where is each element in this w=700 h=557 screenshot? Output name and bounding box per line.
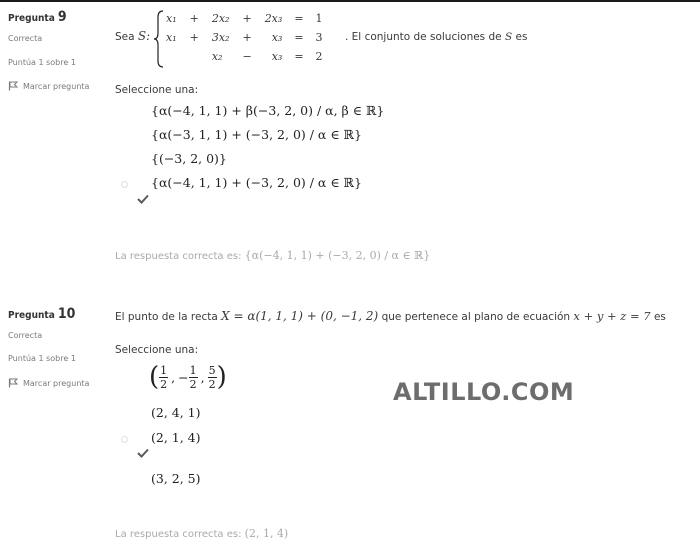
question-10-select-label: Seleccione una:	[115, 344, 199, 356]
fraction: $\frac{1}{2}$	[189, 363, 197, 391]
equation-row	[163, 9, 326, 28]
q9-option-2[interactable]: {α(−3, 1, 1) + (−3, 2, 0) / α ∈ ℝ}	[151, 127, 362, 142]
question-10-score: Puntúa 1 sobre 1	[8, 354, 76, 363]
q10-option-3-radio[interactable]	[121, 436, 128, 443]
question-prefix-text: Sea	[115, 31, 135, 43]
constant: 1	[315, 12, 323, 25]
constant: 2	[315, 50, 323, 63]
question-10-flag-link[interactable]	[8, 378, 89, 388]
operator: +	[189, 31, 199, 44]
suffix-end: es	[515, 31, 528, 43]
question-10-status: Correcta	[8, 331, 43, 340]
question-10-correct-answer	[115, 527, 288, 540]
term: x₁	[166, 12, 177, 25]
term: x₁	[166, 31, 177, 44]
term: x₂	[211, 50, 223, 63]
question-label: Pregunta	[8, 13, 55, 24]
q9-option-3[interactable]: {(−3, 2, 0)}	[151, 151, 227, 166]
flag-icon	[8, 81, 18, 91]
answer-label: La respuesta correcta es:	[115, 529, 242, 540]
set-name: S:	[137, 29, 151, 43]
equation-system	[163, 9, 326, 66]
flag-label: Marcar pregunta	[23, 378, 90, 388]
text-b: que pertenece al plano de ecuación	[381, 311, 571, 323]
question-9-prefix	[115, 29, 150, 43]
question-9-status: Correcta	[8, 34, 43, 43]
suffix-var: S	[504, 31, 513, 43]
operator: −	[242, 50, 252, 63]
answer-label: La respuesta correcta es:	[115, 251, 242, 262]
equals: =	[294, 31, 304, 44]
question-10-text	[115, 309, 666, 323]
question-9-correct-answer	[115, 249, 430, 262]
q10-option-1[interactable]: ( $\frac{1}{2}$ , − $\frac{1}{2}$ , $\frac{5}{2}$ )	[149, 362, 227, 392]
fraction: $\frac{5}{2}$	[208, 363, 216, 391]
q10-option-4[interactable]: (3, 2, 5)	[151, 471, 201, 486]
flag-icon	[8, 378, 18, 388]
term: x₃	[271, 50, 283, 63]
question-9-flag-link[interactable]	[8, 81, 89, 91]
question-9-suffix	[345, 31, 527, 43]
question-9-select-label: Seleccione una:	[115, 84, 199, 96]
text-a: El punto de la recta	[115, 311, 218, 323]
q10-option-2[interactable]: (2, 4, 1)	[151, 405, 201, 420]
q10-option-3[interactable]: (2, 1, 4)	[151, 430, 201, 445]
operator: +	[189, 12, 199, 25]
answer-value: (2, 1, 4)	[244, 527, 289, 540]
flag-label: Marcar pregunta	[23, 81, 90, 91]
constant: 3	[315, 31, 323, 44]
line-equation: X = α(1, 1, 1) + (0, −1, 2)	[221, 309, 379, 323]
suffix-text: . El conjunto de soluciones de	[345, 31, 502, 43]
term: 3x₂	[211, 31, 230, 44]
question-9-score: Puntúa 1 sobre 1	[8, 58, 76, 67]
question-number: 10	[57, 306, 76, 322]
plane-equation: x + y + z = 7	[573, 309, 651, 323]
term: x₃	[271, 31, 283, 44]
term	[163, 47, 180, 66]
answer-value: {α(−4, 1, 1) + (−3, 2, 0) / α ∈ ℝ}	[244, 249, 431, 262]
term: 2x₃	[264, 12, 283, 25]
checkmark-icon	[137, 194, 149, 204]
question-label: Pregunta	[8, 310, 55, 321]
q9-option-4[interactable]: {α(−4, 1, 1) + (−3, 2, 0) / α ∈ ℝ}	[151, 175, 362, 190]
equals: =	[294, 12, 304, 25]
q9-option-1[interactable]: {α(−4, 1, 1) + β(−3, 2, 0) / α, β ∈ ℝ}	[151, 103, 385, 118]
text-c: es	[653, 311, 666, 323]
operator: +	[242, 31, 252, 44]
question-9-title	[8, 9, 67, 25]
equation-row	[163, 47, 326, 66]
checkmark-icon	[137, 448, 149, 458]
question-number: 9	[57, 9, 67, 25]
fraction: $\frac{1}{2}$	[160, 363, 168, 391]
question-10-title	[8, 306, 75, 322]
term: 2x₂	[211, 12, 230, 25]
equation-row	[163, 28, 326, 47]
watermark: ALTILLO.COM	[393, 378, 575, 406]
operator	[180, 47, 209, 66]
q9-option-4-radio[interactable]	[121, 181, 128, 188]
top-border	[0, 0, 700, 2]
equals: =	[294, 50, 304, 63]
operator: +	[242, 12, 252, 25]
